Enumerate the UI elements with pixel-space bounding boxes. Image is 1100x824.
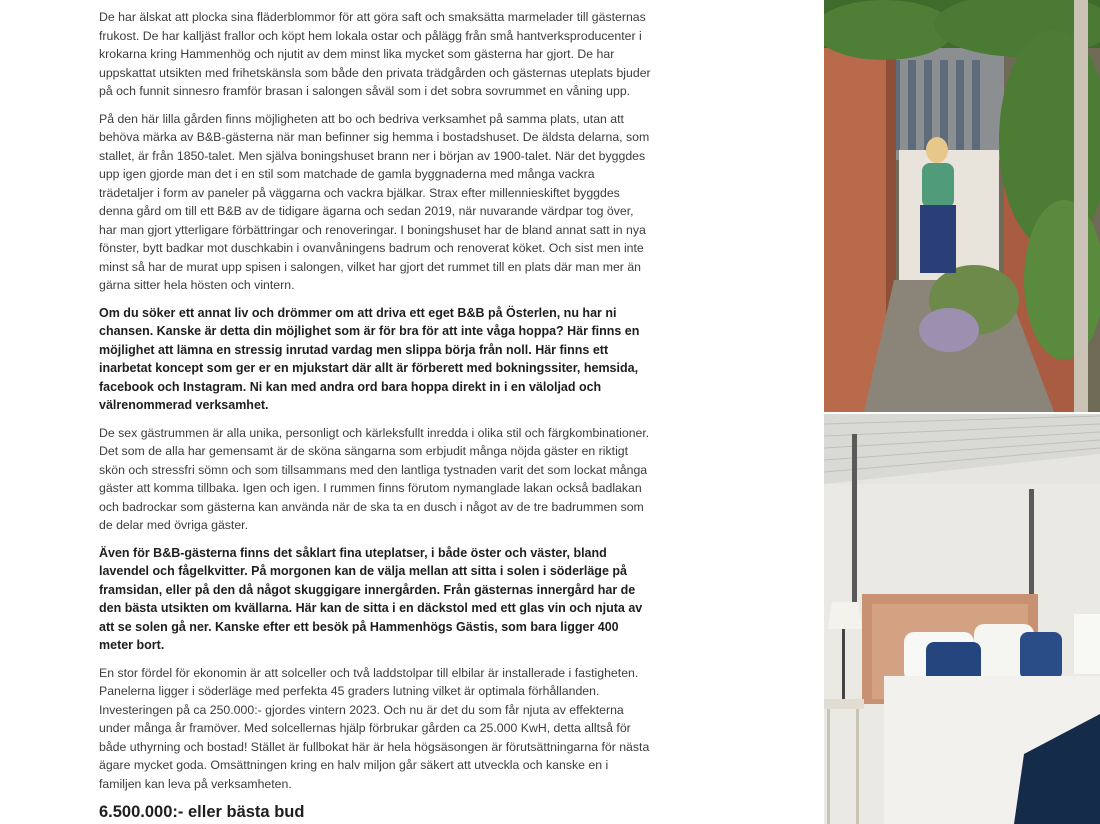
paragraph-opportunity: Om du söker ett annat liv och drömmer om att driva ett eget B&B på Österlen, nu har ni chansen. Kanske är detta din möjlighet som är för bra för att inte våga hoppa? Här finns en möjlighet att lämna en stressig inrutad vardag men slippa börja från noll. Här finns ett inarbetat koncept som ger er en mjukstart där allt är förberett med bokningssiter, hemsida, facebook och Instagram. Ni kan med andra ord bara hoppa direkt in i en väloljad och välrenommerad verksamhet.	[99, 305, 640, 412]
bedroom-photo	[824, 414, 1100, 824]
paragraph-history: På den här lilla gården finns möjligheten att bo och bedriva verksamhet på samma plats, utan att behöva märka av B&B-gästerna när man befinner sig hemma i bostadshuset. De äldsta delarna, som stallet, är från 1850-talet. Men själva boningshuset brann ner i början av 1900-talet. När det byggdes upp igen gjorde man det i en stil som matchade de gamla byggnaderna med många vackra trädetaljer i form av paneler på väggarna och vackra bjälkar. Strax efter millennieskiftet byggdes denna gård om till ett B&B av de tidigare ägarna och sedan 2019, när nuvarande värdpar tog över, har man gjort ytterligare förbättringar och renoveringar. I boningshuset har de bland annat satt in nya fönster, bytt badkar mot duschkabin i ovanvåningens badrum och renoverat köket. Och sist men inte minst så har de murat upp spisen i salongen, vilket har gjort det rummet till en plats där man mer än gärna sitter hela hösten och vintern.	[99, 111, 650, 292]
paragraph-economy: En stor fördel för ekonomin är att solceller och två laddstolpar till elbilar är installerade i fastigheten. Panelerna ligger i söderläge med perfekta 45 graders lutning vilket är optimala förhållanden. Investeringen på ca 250.000:- gjordes vintern 2023. Och nu är det du som får njuta av effekterna under många år framöver. Med solcellernas hjälp förbrukar gården ca 25.000 KwH, detta alltså för både uthyrning och bostad! Stället är fullbokat här är hela högsäsongen är förutsättningarna för nästa ägare mycket goda. Omsättningen kring en halv miljon går säkert att utveckla och kanske en i familjen kan leva på verksamheten.	[99, 665, 650, 791]
paragraph-intro: De har älskat att plocka sina fläderblommor för att göra saft och smaksätta marmelader till gästernas frukost. De har kalljäst frallor och köpt hem lokala ostar och pålägg från små hantverksproducenter i krokarna kring Hammenhög och njutit av dem minst lika mycket som gästerna har gjort. De har uppskattat utsikten med frihetskänsla som både den privata trädgården och gästernas uteplats bjuder på och funnit sinnesro framför brasan i salongen såväl som i det sobra sovrummet en våning upp.	[99, 10, 651, 98]
article-body	[99, 8, 651, 822]
paragraph-outdoor: Även för B&B-gästerna finns det såklart fina uteplatser, i både öster och väster, bland lavendel och fågelkvitter. På morgonen kan de välja mellan att sitta i solen i söderläge på framsidan, eller på den då något skuggigare innergården. Från gästernas innergård har de den bästa utsikten om kvällarna. Här kan de sitta i en däckstol med ett glas vin och njuta av att se solen gå ner. Kanske efter ett besök på Hammenhögs Gästis, som bara ligger 400 meter bort.	[99, 545, 643, 652]
paragraph-rooms: De sex gästrummen är alla unika, personligt och kärleksfullt inredda i olika stil och färgkombinationer. Det som de alla har gemensamt är de sköna sängarna som erbjudit många nöjda gäster en riktigt skön och stressfri sömn och som tillsammans med den lantliga tystnaden varit det som lockat många gäster att komma tillbaka. Igen och igen. I rummen finns förutom nymanglade lakan också badlakan och badrockar som gästerna kan använda när de ska ta en dusch i något av de tre badrummen som de delar med övriga gäster.	[99, 425, 650, 532]
price-heading: 6.500.000:- eller bästa bud	[99, 803, 305, 821]
garden-photo	[824, 0, 1100, 412]
